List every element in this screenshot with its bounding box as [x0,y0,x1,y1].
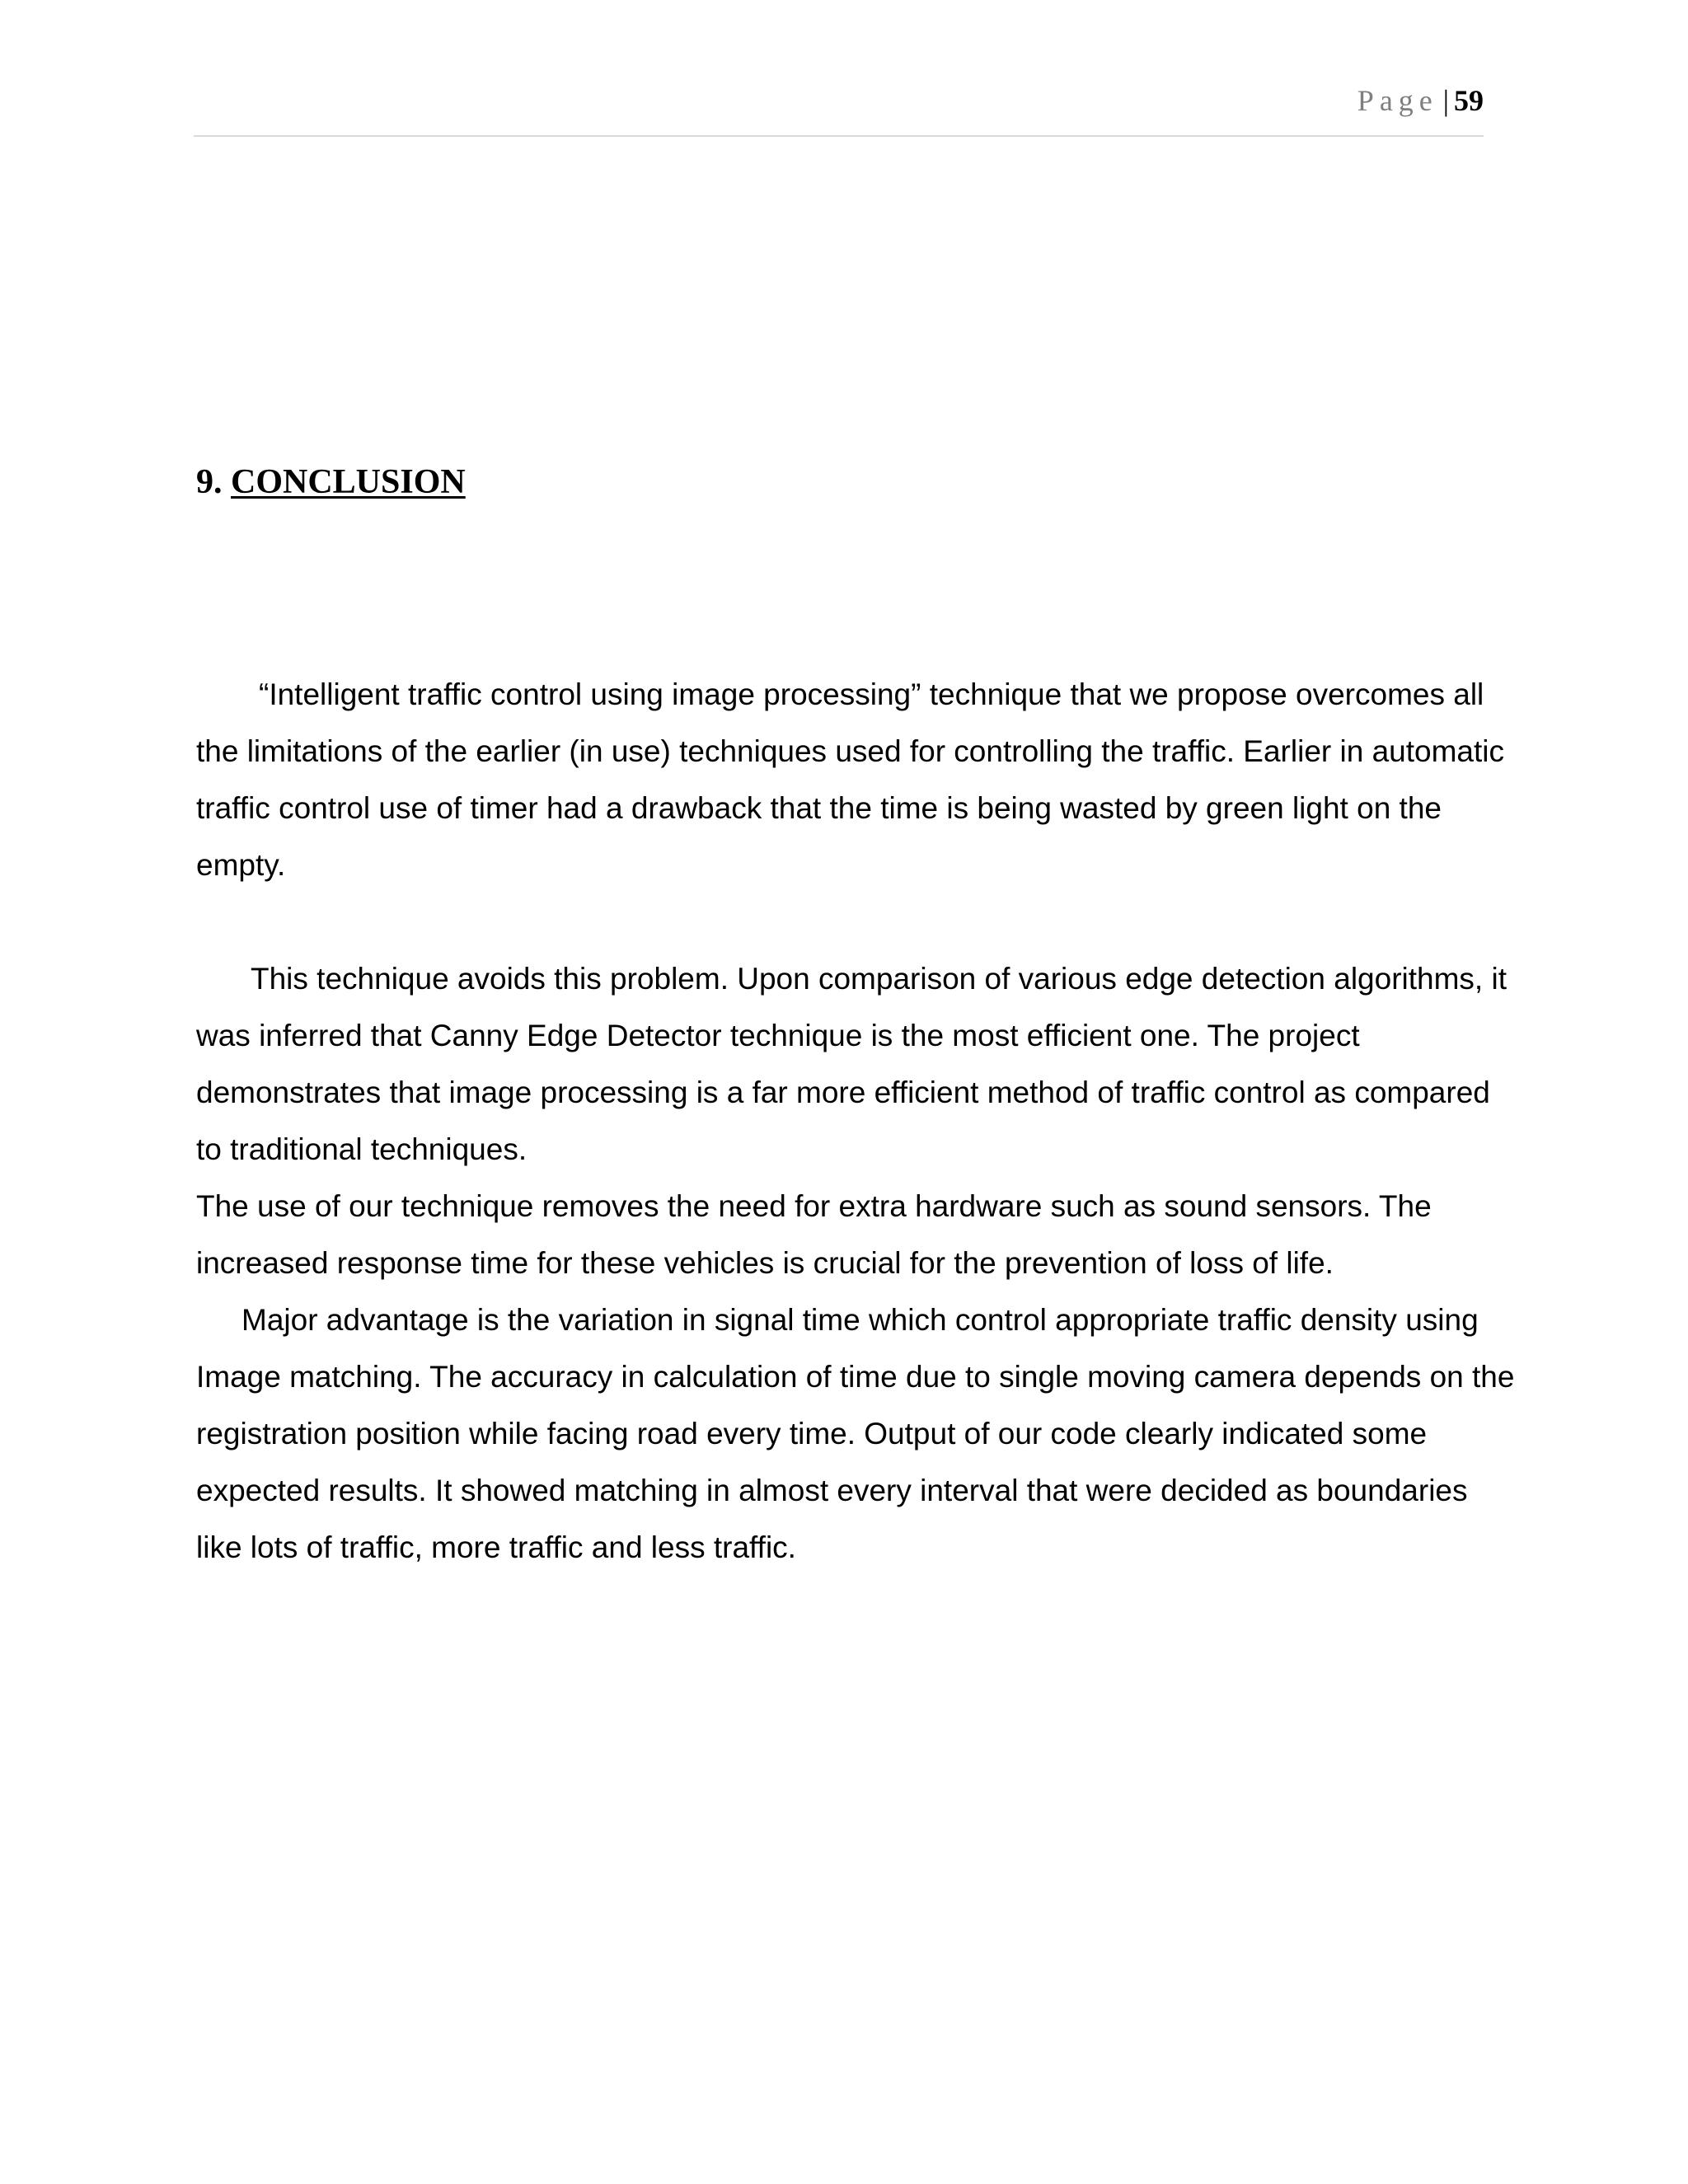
page-header [194,86,1484,137]
page-indicator [1357,86,1484,115]
section-body [196,666,1515,1576]
paragraph: This technique avoids this problem. Upon comparison of various edge detection algorithms, it was inferred that Canny Edge Detector technique is the most efficient one. The project demonstrates that image processing is a far more efficient method of traffic control as compared to traditional techniques. [196,962,1507,1166]
paragraph: “Intelligent traffic control using image processing” technique that we propose overcomes all the limitations of the earlier (in use) techniques used for controlling the traffic. Earlier in automatic traffic control use of timer had a drawback that the time is being wasted by green light on the empty. [196,677,1504,882]
section-title: CONCLUSION [231,463,466,501]
paragraph: Major advantage is the variation in signal time which control appropriate traffic density using Image matching. The accuracy in calculation of time due to single moving camera depends on the registration position while facing road every time. Output of our code clearly indicated some expected results. It showed matching in almost every interval that were decided as boundaries like lots of traffic, more traffic and less traffic. [196,1303,1515,1564]
paragraph: The use of our technique removes the need for extra hardware such as sound sensors. The increased response time for these vehicles is crucial for the prevention of loss of life. [196,1189,1432,1280]
section-heading [196,462,466,503]
page-label: Page [1357,84,1438,117]
section-number: 9. [196,463,223,501]
page-number: 59 [1454,84,1484,117]
page-separator: | [1442,84,1449,117]
